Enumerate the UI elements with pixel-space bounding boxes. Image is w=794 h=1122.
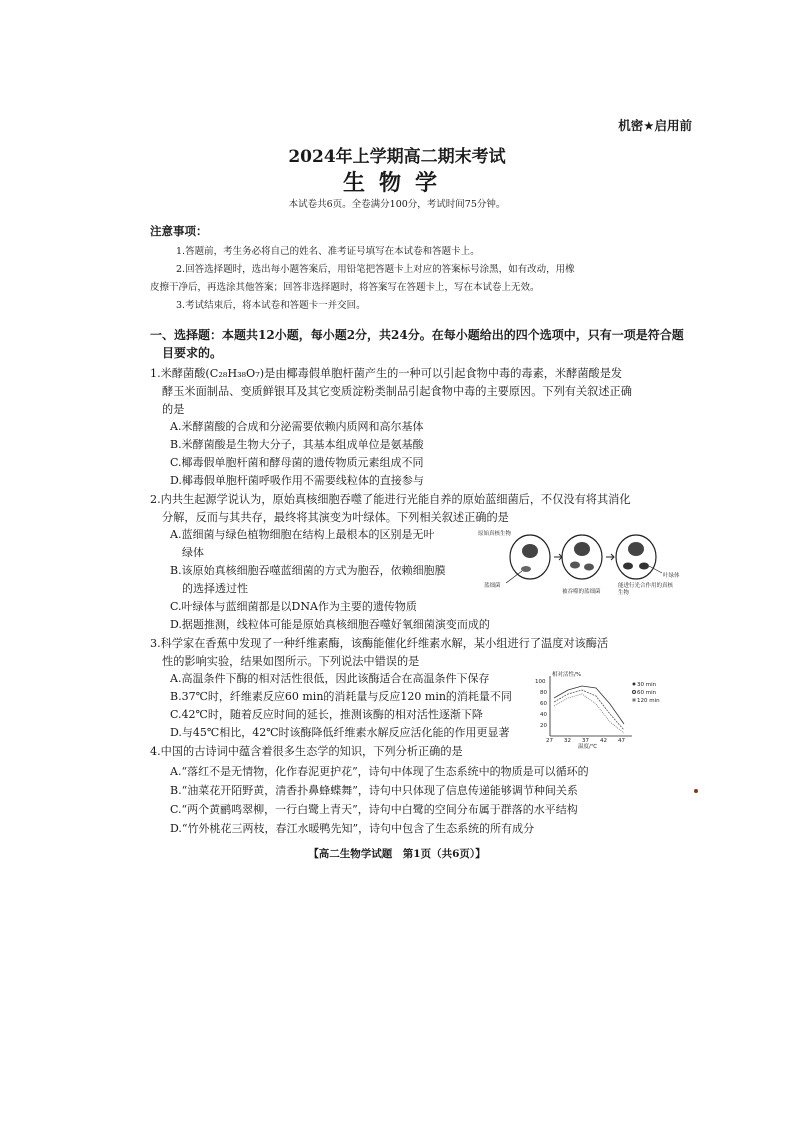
question-4-option-a: A.“落红不是无情物，化作春泥更护花”，诗句中体现了生态系统中的物质是可以循环的 (170, 765, 589, 778)
question-2-option-a-cont: 绿体 (182, 546, 204, 559)
ink-mark (694, 789, 698, 793)
label-photosynthetic-eukaryote-wrap (618, 583, 678, 607)
question-2-stem: 2.内共生起源学说认为，原始真核细胞吞噬了能进行光能自养的原始蓝细菌后，不仅没有将其消化 (150, 493, 631, 506)
exam-title: 2024年上学期高二期末考试 (288, 147, 506, 167)
question-1-option-d: D.椰毒假单胞杆菌呼吸作用不需要线粒体的直接参与 (170, 474, 424, 487)
note-item: 皮擦干净后，再选涂其他答案；回答非选择题时，将答案写在答题卡上，写在本试卷上无效。 (150, 282, 540, 293)
x-tick: 47 (618, 738, 625, 744)
question-3-option-c: C.42℃时，随着反应时间的延长，推测该酶的相对活性逐渐下降 (170, 708, 483, 721)
bacterium-shape (570, 562, 580, 569)
note-item: 1.答题前，考生务必将自己的姓名、准考证号填写在本试卷和答题卡上。 (176, 246, 480, 257)
question-4-stem: 4.中国的古诗词中蕴含着很多生态学的知识，下列分析正确的是 (150, 745, 463, 758)
x-axis-label: 温度/℃ (578, 744, 598, 750)
question-3-stem: 3.科学家在香蕉中发现了一种纤维素酶，该酶能催化纤维素水解，某小组进行了温度对该酶活 (150, 637, 609, 650)
question-4-option-d: D.“竹外桃花三两枝，春江水暖鸭先知”，诗句中包含了生态系统的所有成分 (170, 822, 535, 835)
label-chloroplast: 叶绿体 (663, 573, 680, 579)
question-2-option-d: D.据题推测，线粒体可能是原始真核细胞吞噬好氧细菌演变而成的 (170, 618, 490, 631)
label-cyanobacteria: 蓝细菌 (484, 583, 501, 589)
question-1-option-c: C.椰毒假单胞杆菌和酵母菌的遗传物质元素组成不同 (170, 456, 424, 469)
notes-heading: 注意事项： (150, 224, 208, 238)
y-tick: 100 (535, 679, 546, 685)
secret-label: 机密★启用前 (618, 118, 692, 133)
legend-marker (633, 699, 636, 702)
series-60min-line (554, 690, 624, 730)
chloroplast-shape (639, 563, 649, 570)
x-tick: 32 (564, 738, 571, 744)
x-tick: 42 (600, 738, 607, 744)
legend-item: 60 min (637, 690, 657, 696)
cell-outline (616, 535, 656, 579)
question-2-option-b: B.该原始真核细胞吞噬蓝细菌的方式为胞吞，依赖细胞膜 (170, 564, 446, 577)
arrow-shape (606, 554, 614, 560)
question-3-stem: 性的影响实验，结果如图所示。下列说法中错误的是 (162, 655, 420, 668)
label-photosynthetic-eukaryote: 能进行光合作用的真核生物 (618, 583, 674, 596)
question-3-option-d: D.与45℃相比，42℃时该酶降低纤维素水解反应活化能的作用更显著 (170, 726, 510, 739)
bacterium-shape (521, 566, 531, 572)
question-2-stem: 分解，反而与其共存，最终将其演变为叶绿体。下列相关叙述正确的是 (162, 511, 509, 524)
y-tick: 60 (540, 701, 547, 707)
x-tick: 37 (582, 738, 589, 744)
y-tick: 20 (540, 723, 547, 729)
question-2-option-b-cont: 的选择透过性 (182, 582, 248, 595)
leader-line (506, 571, 522, 583)
nucleus-shape (628, 542, 644, 556)
question-4-option-b: B.“油菜花开陌野黄，清香扑鼻蜂蝶舞”，诗句中只体现了信息传递能够调节种间关系 (170, 784, 578, 797)
section-heading: 一、选择题：本题共12小题，每小题2分，共24分。在每小题给出的四个选项中，只有一项是符合题 (150, 328, 684, 342)
question-2-option-c: C.叶绿体与蓝细菌都是以DNA作为主要的遗传物质 (170, 600, 417, 613)
subject-title: 生物学 (342, 170, 451, 196)
section-heading: 目要求的。 (162, 346, 223, 360)
nucleus-shape (574, 542, 590, 556)
nucleus-shape (522, 544, 538, 558)
question-1-stem: 的是 (162, 403, 185, 416)
legend-marker (633, 683, 636, 686)
chloroplast-shape (623, 563, 633, 570)
question-1-option-a: A.米酵菌酸的合成和分泌需要依赖内质网和高尔基体 (170, 420, 424, 433)
legend-marker (633, 691, 636, 694)
y-axis-label: 相对活性/% (552, 672, 582, 678)
note-item: 3.考试结束后，将本试卷和答题卡一并交回。 (176, 300, 366, 311)
question-1-stem: 酵玉米面制品、变质鲜银耳及其它变质淀粉类制品引起食物中毒的主要原因。下列有关叙述正确 (162, 385, 632, 398)
y-tick: 80 (540, 690, 547, 696)
question-3-option-a: A.高温条件下酶的相对活性很低，因此该酶适合在高温条件下保存 (170, 672, 490, 685)
cell-outline (562, 535, 602, 579)
series-120min-line (554, 694, 624, 733)
question-3-option-b: B.37℃时，纤维素反应60 min的消耗量与反应120 min的消耗量不同 (170, 690, 512, 703)
x-tick: 27 (546, 738, 553, 744)
bacterium-shape (584, 564, 594, 571)
exam-info: 本试卷共6页。全卷满分100分，考试时间75分钟。 (288, 199, 506, 210)
enzyme-activity-chart (534, 670, 660, 750)
page-footer: 【高二生物学试题 第1页（共6页）】 (308, 848, 486, 860)
label-engulfed-cyanobacteria: 被吞噬的蓝细菌 (562, 589, 601, 595)
series-30min-line (554, 686, 624, 724)
note-item: 2.回答选择题时，选出每小题答案后，用铅笔把答题卡上对应的答案标号涂黑，如有改动，用橡 (176, 264, 575, 275)
y-tick: 40 (540, 712, 547, 718)
question-4-option-c: C.“两个黄鹂鸣翠柳，一行白鹭上青天”，诗句中白鹭的空间分布属于群落的水平结构 (170, 803, 578, 816)
endosymbiosis-figure (478, 527, 692, 607)
legend-item: 120 min (637, 698, 660, 704)
label-primitive-eukaryote: 原始真核生物 (478, 531, 512, 537)
question-2-option-a: A.蓝细菌与绿色植物细胞在结构上最根本的区别是无叶 (170, 528, 435, 541)
question-1-stem: 1.米酵菌酸(C₂₈H₃₈O₇)是由椰毒假单胞杆菌产生的一种可以引起食物中毒的毒素，米酵菌酸是发 (150, 367, 623, 380)
question-1-option-b: B.米酵菌酸是生物大分子，其基本组成单位是氨基酸 (170, 438, 424, 451)
arrow-shape (554, 554, 562, 560)
legend-item: 30 min (637, 682, 657, 688)
